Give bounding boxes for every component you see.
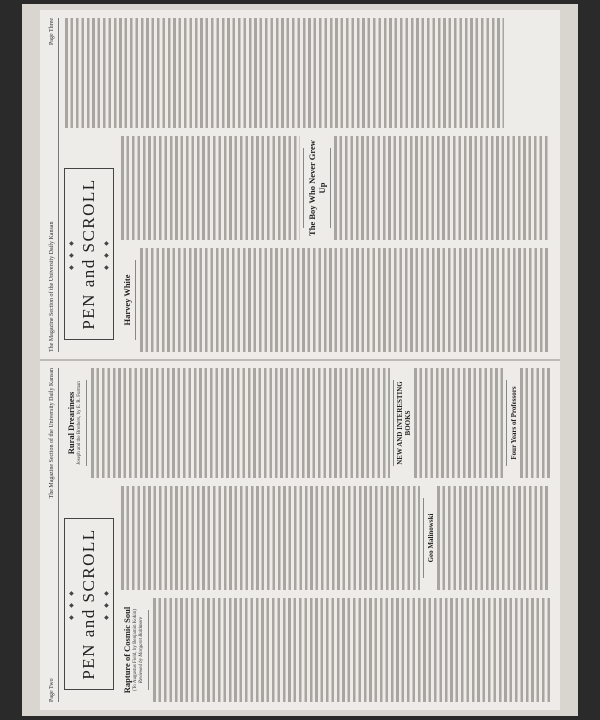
right-page-number: Page Three [49, 18, 55, 46]
masthead-ornament-top: ◆ ◆ ◆ [69, 588, 75, 620]
body-text-block [120, 486, 420, 590]
article-subtitle: (To Augustus Field, by Benjamin Kokin) [133, 609, 138, 691]
article-title: Rapture of Cosmic Soul [122, 606, 132, 694]
left-page-number: Page Two [49, 678, 55, 702]
masthead-ornament-bottom: ◆ ◆ ◆ [104, 588, 110, 620]
right-column-2 [120, 136, 550, 240]
left-column-2 [120, 486, 550, 590]
right-page-header [46, 18, 59, 352]
article-title: The Boy Who Never Grew Up [306, 140, 327, 236]
right-column-3 [64, 18, 550, 128]
right-column-1 [120, 248, 550, 352]
divider [303, 148, 304, 228]
body-text-block [64, 18, 504, 128]
right-masthead-title: PEN and SCROLL [79, 178, 98, 330]
masthead-ornament-top: ◆ ◆ ◆ [69, 238, 75, 270]
divider [393, 380, 394, 466]
body-text-block [333, 136, 550, 240]
article-title: Four Years of Professors [509, 386, 518, 460]
masthead-ornament-bottom: ◆ ◆ ◆ [104, 238, 110, 270]
left-page-header [46, 368, 59, 702]
right-masthead [64, 168, 114, 340]
article-title: Rural Dreariness [66, 391, 76, 455]
divider [135, 260, 136, 340]
body-text-block [90, 368, 390, 478]
body-text-block [139, 248, 550, 352]
body-text-block [436, 486, 550, 590]
rotated-spread [40, 10, 560, 710]
body-text-block [519, 368, 550, 478]
divider [86, 380, 87, 466]
left-column-3 [64, 368, 550, 478]
newspaper-sheet [40, 10, 560, 710]
body-text-block [152, 598, 550, 702]
article-byline: Reviewed by Margaret Baltimore [139, 616, 144, 684]
article-title: Harvey White [122, 274, 132, 326]
article-subtitle: Joseph and the Brothers, by E. R. Furman [77, 381, 82, 465]
article-title: Geo Malinowski [426, 513, 435, 563]
left-masthead [64, 518, 114, 690]
article-title: NEW AND INTERESTING BOOKS [396, 381, 413, 465]
left-page [40, 360, 560, 710]
body-text-block [413, 368, 503, 478]
left-masthead-title: PEN and SCROLL [79, 528, 98, 680]
divider [330, 148, 331, 228]
divider [506, 380, 507, 466]
left-column-1 [120, 598, 550, 702]
divider [423, 498, 424, 578]
body-text-block [120, 136, 300, 240]
divider [148, 610, 149, 690]
right-page [40, 10, 560, 360]
left-running-title: The Magazine Section of the University Daily Kansan [49, 368, 55, 499]
right-running-title: The Magazine Section of the University Daily Kansan [49, 221, 55, 352]
